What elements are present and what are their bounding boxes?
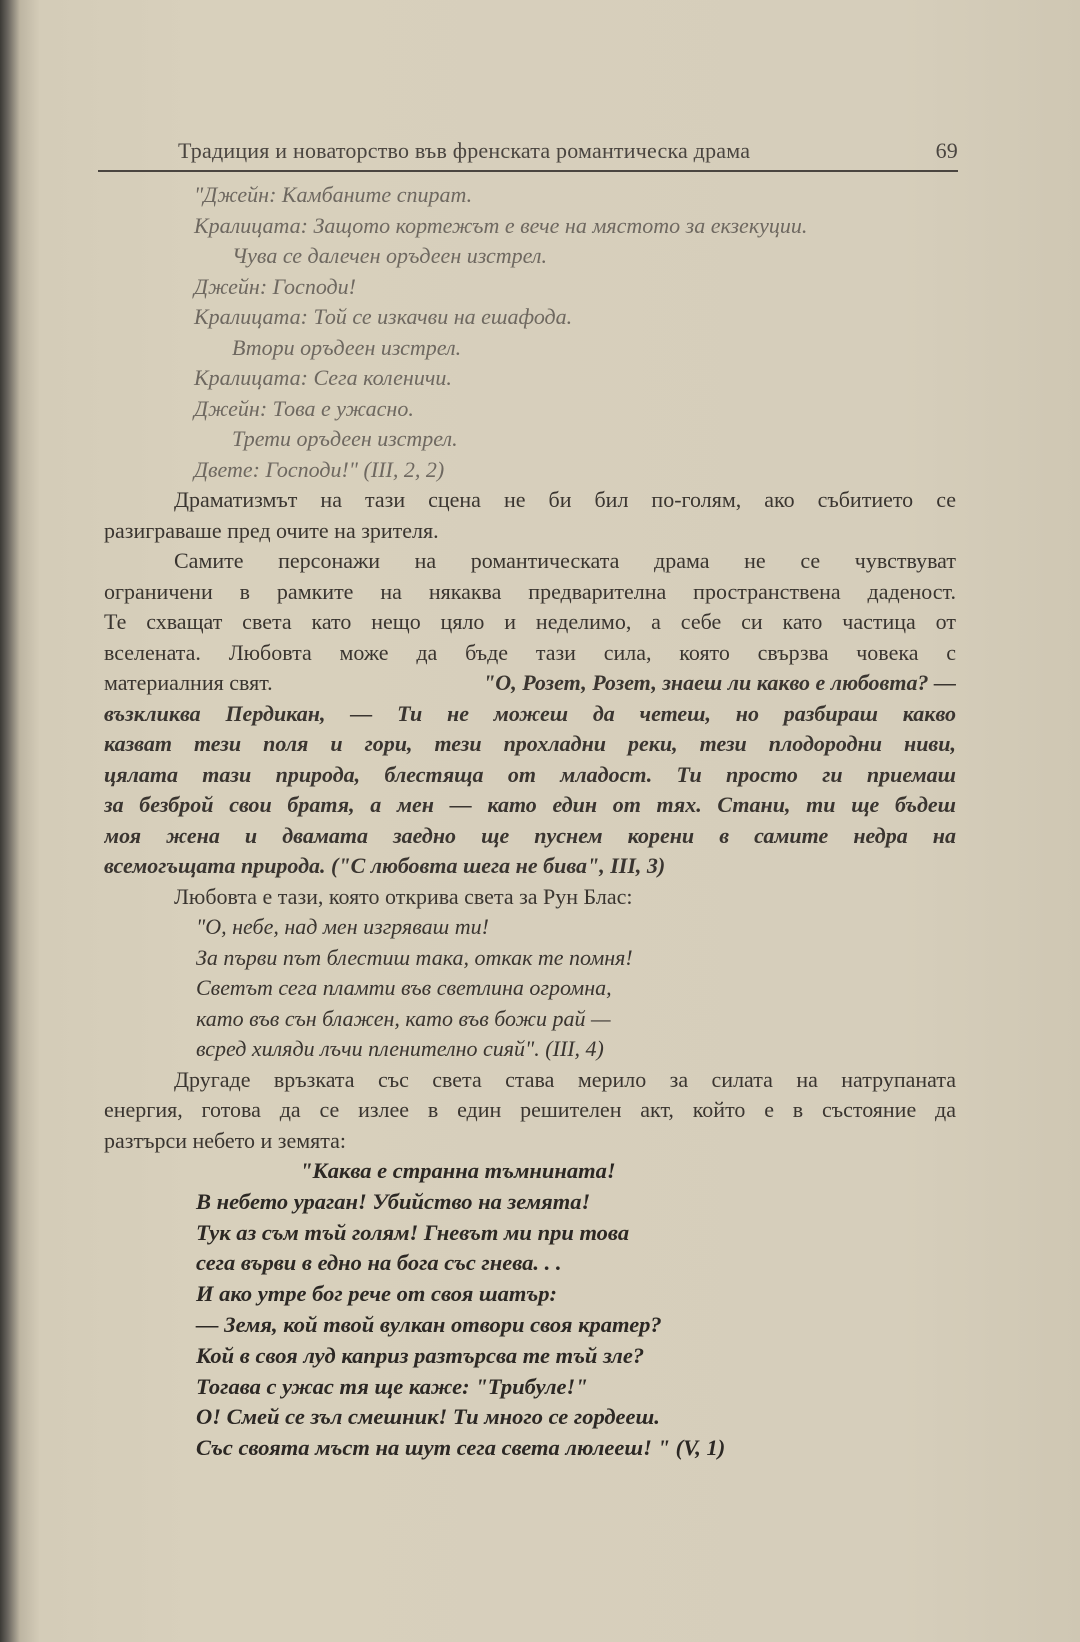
verse-line: Тук аз съм тъй голям! Гневът ми при това: [196, 1219, 630, 1245]
verse-line: Светът сега пламти във светлина огромна,: [196, 975, 612, 1000]
running-title: Традиция и новаторство във френската романтическа драма: [178, 138, 751, 163]
quote-line: моя жена и двамата заедно ще пуснем корени в самите недра на: [104, 822, 956, 848]
dialogue-line: Джейн: Това е ужасно.: [194, 395, 414, 421]
text-line: Драматизмът на тази сцена не би бил по-голям, ако събитието се: [174, 487, 956, 512]
quote-line: възкликва Пердикан, — Ти не можеш да четеш, но разбираш какво: [104, 700, 956, 726]
poem-ruy-blas: [104, 912, 956, 1065]
stage-direction: Трети оръдеен изстрел.: [232, 426, 458, 451]
verse-line: И ако утре бог рече от своя шатър:: [196, 1281, 557, 1307]
verse-line: Кой в своя луд каприз разтърсва те тъй зле?: [196, 1342, 645, 1368]
dialogue-line: "Джейн: Камбаните спират.: [194, 182, 473, 207]
paragraph-3: Любовта е тази, която открива света за Рун Блас:: [174, 883, 633, 909]
quote-line: цялата тази природа, блестяща от младост. Ти просто ги приемаш: [104, 761, 956, 787]
dialogue-block: [104, 180, 956, 485]
running-header: [178, 138, 958, 164]
text-line: Другаде връзката със света става мерило за силата на натрупаната: [174, 1066, 956, 1092]
paragraph-1: [104, 485, 956, 546]
text-segment: материалния свят.: [104, 670, 273, 695]
dialogue-line: Джейн: Господи!: [194, 273, 356, 299]
text-line: разиграваше пред очите на зрителя.: [104, 517, 439, 543]
paragraph-2: [104, 546, 956, 882]
text-line: разтърси небето и земята:: [104, 1127, 347, 1153]
verse-line: "О, небе, над мен изгряваш ти!: [196, 914, 489, 939]
text-line: Самите персонажи на романтическата драма не се чувствуват: [174, 548, 956, 573]
verse-line: О! Смей се зъл смешник! Ти много се гордееш.: [196, 1404, 660, 1430]
stage-direction: Втори оръдеен изстрел.: [232, 334, 462, 360]
text-line: Те схващат света като нещо цяло и неделимо, а себе си като частица от: [104, 609, 956, 634]
header-rule: [98, 170, 958, 172]
quote-line: за безброй свои братя, а мен — като един от тях. Стани, ти ще бъдеш: [104, 792, 956, 817]
verse-line: сега върви в едно на бога със гнева. . .: [196, 1250, 562, 1276]
dialogue-line: Кралицата: Защото кортежът е вече на мястото за екзекуции.: [194, 212, 808, 238]
verse-line: Тогава с ужас тя ще каже: "Трибуле!": [196, 1373, 588, 1399]
verse-line: "Каква е странна тъмнината!: [300, 1158, 616, 1183]
verse-line: — Земя, кой твой вулкан отвори своя кратер?: [196, 1311, 662, 1337]
poem-triboulet: [104, 1156, 956, 1464]
text-line: енергия, готова да се излее в един решителен акт, който е в състояние да: [104, 1097, 956, 1122]
page-number: 69: [935, 138, 958, 163]
verse-line: Със своята мъст на шут сега света люлееш! " (V, 1): [196, 1435, 726, 1461]
text-line: [104, 668, 956, 699]
verse-line: В небето ураган! Убийство на земята!: [196, 1188, 591, 1214]
quote-line: казват тези поля и гори, тези прохладни реки, тези плодородни ниви,: [104, 731, 956, 756]
dialogue-line: Кралицата: Сега коленичи.: [194, 365, 452, 390]
dialogue-line: Двете: Господи!" (III, 2, 2): [194, 456, 445, 482]
paragraph-4: [104, 1065, 956, 1157]
stage-direction: Чува се далечен оръдеен изстрел.: [232, 243, 547, 268]
dialogue-line: Кралицата: Той се изкачви на ешафода.: [194, 304, 573, 329]
quote-line: всемогъщата природа. ("С любовта шега не бива", III, 3): [104, 853, 666, 878]
text-line: ограничени в рамките на някаква предварителна пространствена даденост.: [104, 578, 956, 604]
text-line: вселената. Любовта може да бъде тази сила, която свързва човека с: [104, 639, 956, 665]
verse-line: като във сън блажен, като във божи рай —: [196, 1005, 611, 1031]
page-body: [104, 180, 956, 1464]
verse-line: За първи път блестиш така, откак те помня!: [196, 944, 633, 970]
quote-segment: "О, Розет, Розет, знаеш ли какво е любовта? —: [483, 670, 956, 695]
verse-line: всред хиляди лъчи пленително сияй". (III, 4): [196, 1036, 604, 1061]
